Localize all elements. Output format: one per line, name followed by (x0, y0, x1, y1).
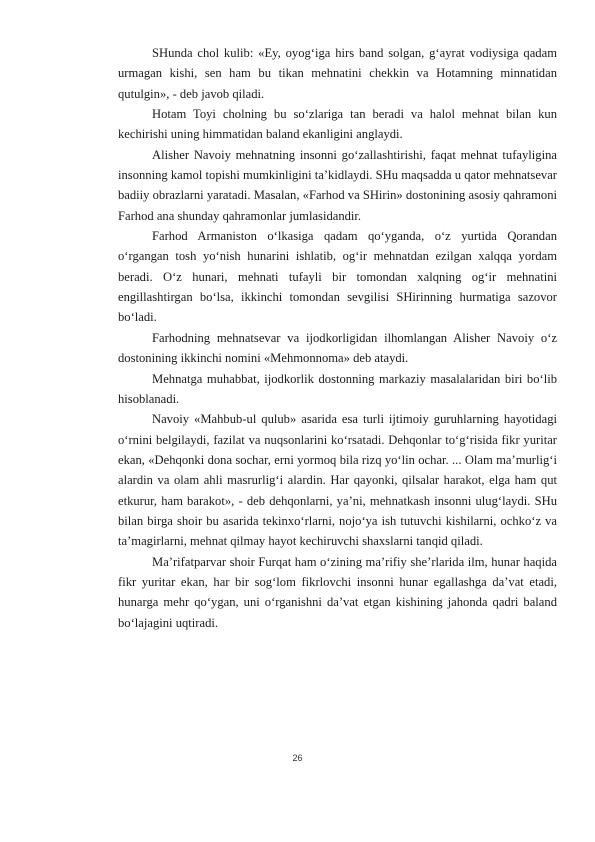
paragraph-central-themes: Mehnatga muhabbat, ijodkorlik dostonning markaziy masalalaridan biri bo‘lib hisoblanadi. (118, 371, 557, 406)
paragraph-navoiy-labor: Alisher Navoiy mehnatning insonni go‘zallashtirishi, faqat mehnat tufayligina insonning kamol topishi mumkinligini ta’kidlaydi. SHu maqsadda u qator mehnatsevar badiiy obrazlarni yaratadi. Masalan, «Farhod va SHirin» dostonining asosiy qahramoni Farhod ana shunday qahramonlar jumlasidandir. (118, 147, 557, 223)
paragraph-hatim-agrees: Hotam Toyi cholning bu so‘zlariga tan beradi va halol mehnat bilan kun kechirishi uning himmatidan baland ekanligini anglaydi. (118, 107, 557, 142)
paragraph-hatim-old-man-reply: SHunda chol kulib: «Ey, oyog‘iga hirs band solgan, g‘ayrat vodiysiga qadam urmagan kishi, sen ham bu tikan mehnatini chekkin va Hotamning minnatidan qutulgin», - deb javob qiladi. (118, 46, 557, 101)
paragraph-mehmonnoma: Farhodning mehnatsevar va ijodkorligidan ilhomlangan Alisher Navoiy o‘z dostonining ikkinchi nomini «Mehmonnoma» deb ataydi. (118, 330, 557, 366)
paragraph-furqat: Ma’rifatparvar shoir Furqat ham o‘zining ma’rifiy she’rlarida ilm, hunar haqida fikr yuritar ekan, har bir sog‘lom fikrlovchi insonni hunar egallashga da’vat etadi, hunarga mehr qo‘ygan, uni o‘rganishni da’vat etgan kishining jahonda qadri baland bo‘lajagini uqtiradi. (118, 554, 557, 630)
document-page (118, 43, 557, 633)
paragraph-mahbub-ul-qulub: Navoiy «Mahbub-ul qulub» asarida esa turli ijtimoiy guruhlarning hayotidagi o‘rnini belgilaydi, fazilat va nuqsonlarini ko‘rsatadi. Dehqonlar to‘g‘risida fikr yuritar ekan, «Dehqonki dona sochar, erni yormoq bila rizq yo‘lin ochar. ... Olam ma’murlig‘i alardin va olam ahli masrurlig‘i alardin. Har qayonki, qilsalar harakot, elga ham qut etkurur, ham barakot», - deb dehqonlarni, ya’ni, mehnatkash insonni ulug‘laydi. SHu bilan birga shoir bu asarida tekinxo‘rlarni, nojo‘ya ish tutuvchi kishilarni, ochko‘z va ta’magirlarni, mehnat qilmay hayot kechiruvchi shaxslarni tanqid qiladi. (118, 412, 557, 549)
page-number: 26 (292, 753, 303, 763)
paragraph-farhod-armenia: Farhod Armaniston o‘lkasiga qadam qo‘yganda, o‘z yurtida Qorandan o‘rgangan tosh yo‘nish hunarini ishlatib, og‘ir mehnatdan ezilgan xalqqa yordam beradi. O‘z hunari, mehnati tufayli bir tomondan xalqning og‘ir mehnatini engillashtirgan bo‘lsa, ikkinchi tomondan sevgilisi SHirinning hurmatiga sazovor bo‘ladi. (118, 229, 557, 325)
